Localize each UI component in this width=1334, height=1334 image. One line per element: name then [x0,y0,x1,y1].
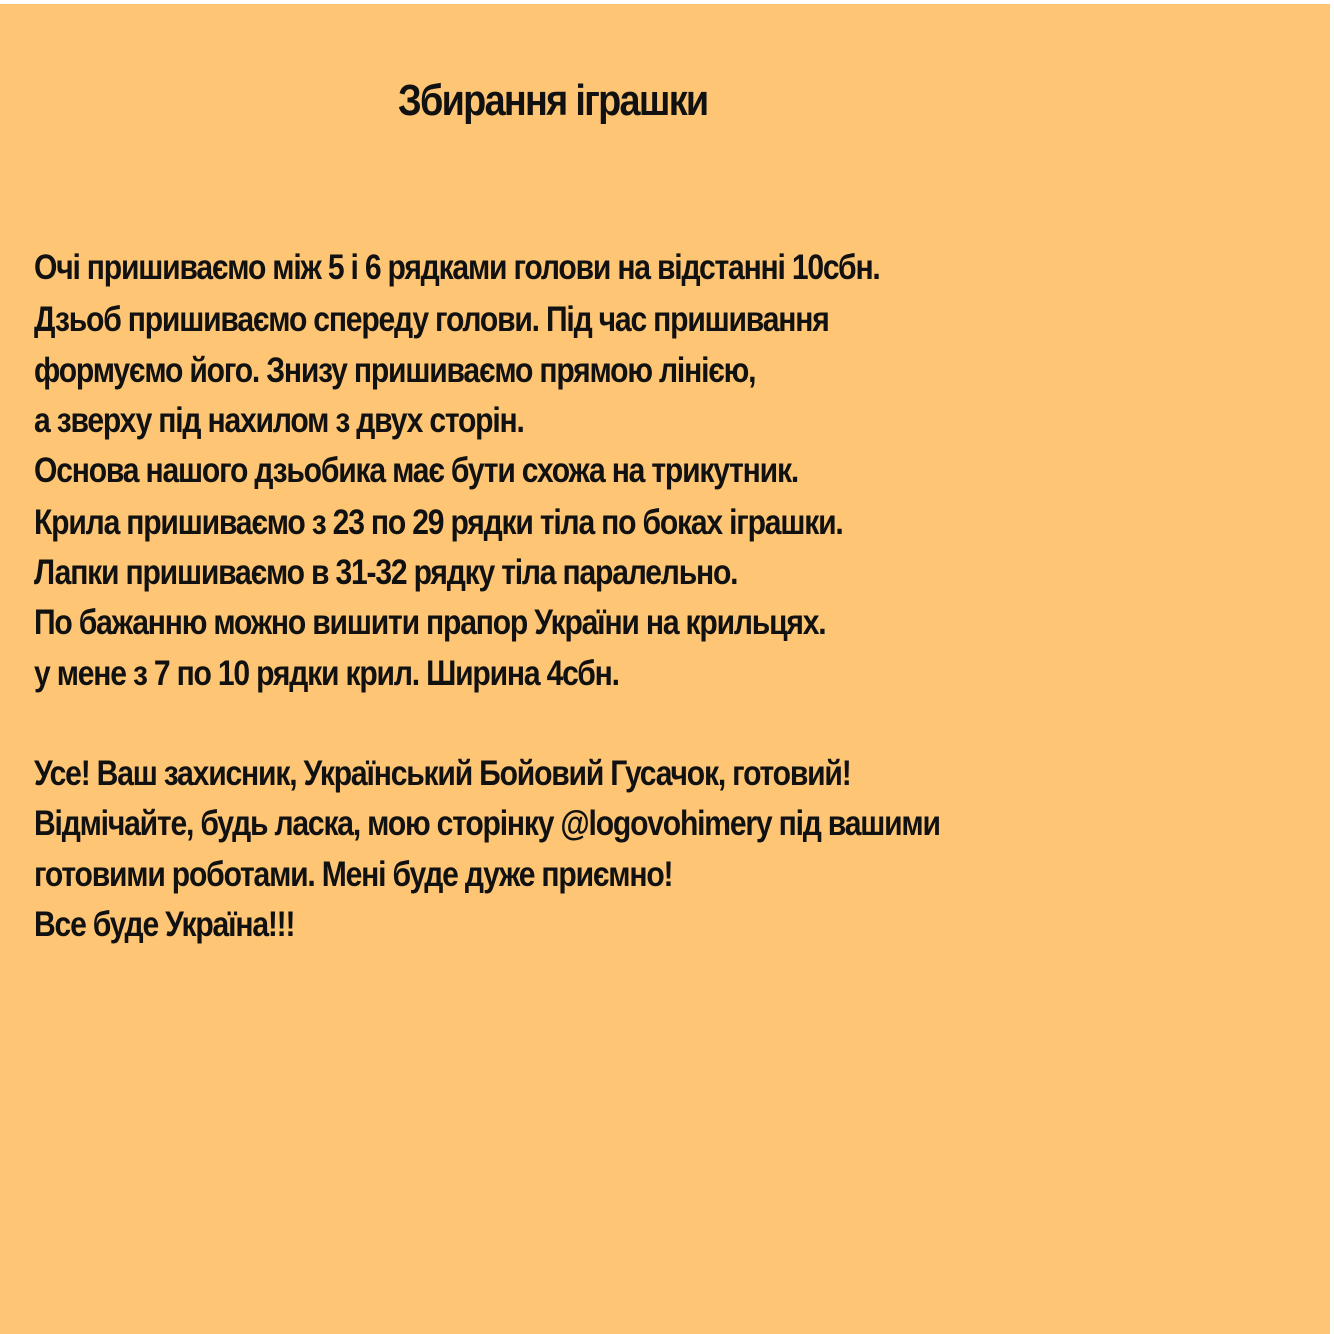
instruction-line: у мене з 7 по 10 рядки крил. Ширина 4сбн. [34,654,619,693]
closing-line: готовими роботами. Мені буде дуже приємно! [34,855,673,894]
closing-line: Все буде Україна!!! [34,905,295,944]
page-background [0,4,1330,1334]
instruction-line: Крила пришиваємо з 23 по 29 рядки тіла по боках іграшки. [34,503,843,542]
instruction-line: а зверху під нахилом з двух сторін. [34,401,524,440]
instruction-line: Очі пришиваємо між 5 і 6 рядками голови на відстанні 10сбн. [34,248,880,287]
instruction-line: По бажанню можно вишити прапор України на крильцях. [34,603,826,642]
closing-line: Відмічайте, будь ласка, мою сторінку @logovohimery під вашими [34,804,940,843]
instruction-line: формуємо його. Знизу пришиваємо прямою лінією, [34,351,756,390]
instruction-line: Дзьоб пришиваємо спереду голови. Під час пришивання [34,300,829,339]
page-title: Збирання іграшки [398,76,708,125]
instruction-line: Основа нашого дзьобика має бути схожа на трикутник. [34,451,798,490]
closing-line: Усе! Ваш захисник, Український Бойовий Гусачок, готовий! [34,754,851,793]
instruction-line: Лапки пришиваємо в 31-32 рядку тіла паралельно. [34,553,738,592]
